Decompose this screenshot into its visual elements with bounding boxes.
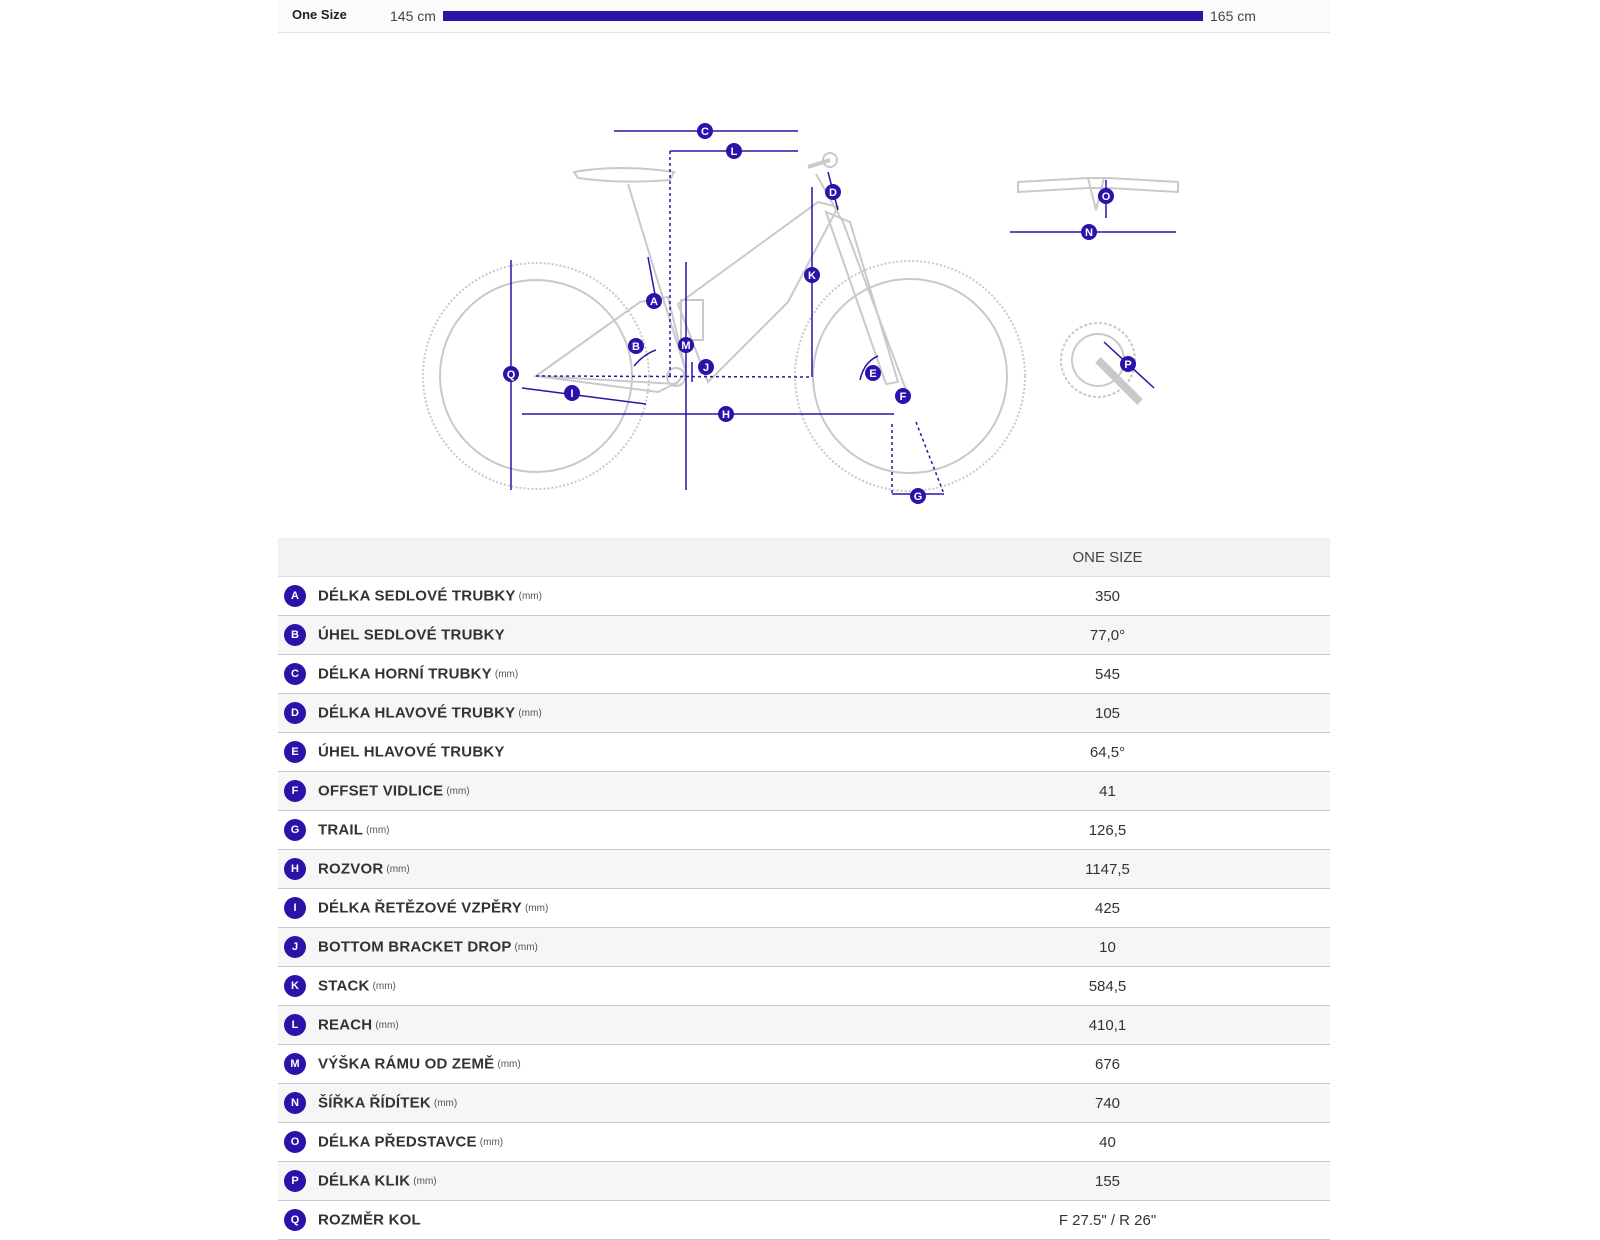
svg-text:F: F [899,391,907,403]
geometry-panel [278,0,1330,503]
table-row [278,1162,1330,1201]
row-value: 425 [885,889,1330,928]
marker-i [564,385,580,401]
row-name: ROZMĚR KOL [318,1211,421,1229]
dim-line-g-right [916,422,944,494]
geometry-table [278,538,1330,1240]
row-name: ÚHEL SEDLOVÉ TRUBKY [318,626,505,644]
row-value: 77,0° [885,616,1330,655]
row-name: VÝŠKA RÁMU OD ZEMĚ [318,1055,495,1073]
row-letter-badge: M [284,1053,306,1075]
svg-text:Q: Q [506,369,516,381]
rear-triangle [536,297,686,384]
row-value: 545 [885,655,1330,694]
marker-q [503,366,519,382]
geometry-table-body [278,577,1330,1240]
row-letter-badge: N [284,1092,306,1114]
svg-text:J: J [702,362,710,374]
size-max-height: 165 cm [1210,8,1256,24]
row-name: DÉLKA ŘETĚZOVÉ VZPĚRY [318,899,522,917]
handlebar-detail [1018,178,1178,192]
row-label [278,1162,885,1201]
row-value: 584,5 [885,967,1330,1006]
row-label [278,967,885,1006]
svg-text:A: A [650,296,658,308]
row-name: OFFSET VIDLICE [318,782,444,800]
table-row [278,772,1330,811]
row-value: F 27.5" / R 26" [885,1201,1330,1240]
table-header-size: ONE SIZE [885,538,1330,577]
svg-text:M: M [681,340,691,352]
row-label [278,1045,885,1084]
row-letter-badge: Q [284,1209,306,1231]
svg-text:P: P [1124,359,1132,371]
row-name: DÉLKA HLAVOVÉ TRUBKY [318,704,516,722]
main-frame [678,202,838,382]
row-label [278,889,885,928]
size-range-fill [443,11,1203,21]
row-unit: (mm) [497,1058,521,1070]
row-unit: (mm) [524,902,549,914]
marker-n [1081,224,1097,240]
row-label [278,655,885,694]
bike-geometry-diagram [278,32,1330,537]
row-value: 40 [885,1123,1330,1162]
row-unit: (mm) [372,980,396,992]
row-name: TRAIL [318,821,364,839]
row-label [278,811,885,850]
table-row [278,928,1330,967]
marker-c [697,123,713,139]
table-row [278,1084,1330,1123]
row-value: 350 [885,577,1330,616]
svg-text:K: K [808,270,816,282]
marker-g [910,488,926,504]
row-letter-badge: H [284,858,306,880]
svg-text:L: L [730,146,738,158]
table-row [278,1006,1330,1045]
row-letter-badge: G [284,819,306,841]
row-unit: (mm) [386,863,410,875]
row-label [278,577,885,616]
row-value: 676 [885,1045,1330,1084]
size-min-height: 145 cm [390,8,436,24]
row-letter-badge: E [284,741,306,763]
row-label [278,928,885,967]
bike-outline [423,153,1178,491]
table-header-row [278,538,1330,577]
marker-l [726,143,742,159]
saddle [574,168,674,182]
size-range-bar [278,0,1330,33]
marker-m [678,337,694,353]
row-value: 41 [885,772,1330,811]
row-letter-badge: I [284,897,306,919]
row-value: 1147,5 [885,850,1330,889]
size-range-track [443,11,1203,21]
marker-a [646,293,662,309]
row-label [278,1084,885,1123]
front-wheel-tire [795,261,1025,491]
svg-text:O: O [1101,191,1111,203]
table-row [278,1045,1330,1084]
dimension-lines [511,131,1176,494]
svg-text:N: N [1085,227,1093,239]
table-row [278,616,1330,655]
row-unit: (mm) [514,941,538,953]
row-label [278,772,885,811]
row-label [278,616,885,655]
row-unit: (mm) [366,824,390,836]
row-name: DÉLKA SEDLOVÉ TRUBKY [318,587,516,605]
row-label [278,1006,885,1045]
front-wheel-rim [813,279,1007,473]
row-unit: (mm) [413,1175,437,1187]
row-name: BOTTOM BRACKET DROP [318,938,512,956]
row-unit: (mm) [479,1136,504,1148]
row-name: REACH [318,1016,373,1034]
dim-line-bb [536,376,812,377]
row-value: 126,5 [885,811,1330,850]
table-row [278,733,1330,772]
row-value: 740 [885,1084,1330,1123]
row-letter-badge: O [284,1131,306,1153]
table-row [278,889,1330,928]
svg-text:C: C [701,126,709,138]
table-row [278,1201,1330,1240]
row-name: ÚHEL HLAVOVÉ TRUBKY [318,743,505,761]
row-label [278,1201,885,1240]
row-value: 64,5° [885,733,1330,772]
marker-f [895,388,911,404]
table-row [278,694,1330,733]
marker-j [698,359,714,375]
row-letter-badge: A [284,585,306,607]
table-row [278,655,1330,694]
marker-h [718,406,734,422]
dim-line-i [522,388,646,404]
row-letter-badge: P [284,1170,306,1192]
row-value: 10 [885,928,1330,967]
row-unit: (mm) [446,785,470,797]
table-row [278,1123,1330,1162]
marker-p [1120,356,1136,372]
fork-stanchion [826,212,898,384]
row-name: ROZVOR [318,860,384,878]
svg-text:G: G [913,491,923,503]
row-label [278,850,885,889]
row-letter-badge: F [284,780,306,802]
row-name: DÉLKA PŘEDSTAVCE [318,1133,477,1151]
fork [816,174,906,390]
table-row [278,967,1330,1006]
table-row [278,577,1330,616]
row-letter-badge: L [284,1014,306,1036]
svg-text:H: H [722,409,730,421]
row-value: 155 [885,1162,1330,1201]
row-letter-badge: B [284,624,306,646]
row-value: 410,1 [885,1006,1330,1045]
row-name: ŠÍŘKA ŘÍDÍTEK [318,1094,431,1112]
row-value: 105 [885,694,1330,733]
row-name: DÉLKA HORNÍ TRUBKY [318,665,492,683]
row-letter-badge: D [284,702,306,724]
marker-o [1098,188,1114,204]
row-unit: (mm) [518,707,542,719]
table-row [278,850,1330,889]
row-name: STACK [318,977,370,995]
row-letter-badge: C [284,663,306,685]
row-label [278,733,885,772]
svg-text:E: E [869,368,877,380]
svg-text:B: B [632,341,640,353]
marker-b [628,338,644,354]
row-name: DÉLKA KLIK [318,1172,411,1190]
row-letter-badge: J [284,936,306,958]
table-header-spacer [278,538,885,577]
chainstay [536,376,678,392]
svg-text:I: I [570,388,574,400]
svg-text:D: D [829,187,837,199]
marker-k [804,267,820,283]
marker-d [825,184,841,200]
row-label [278,1123,885,1162]
table-row [278,811,1330,850]
size-label: One Size [292,7,347,22]
row-unit: (mm) [433,1097,458,1109]
row-label [278,694,885,733]
row-unit: (mm) [375,1019,399,1031]
marker-e [865,365,881,381]
row-unit: (mm) [494,668,519,680]
row-letter-badge: K [284,975,306,997]
row-unit: (mm) [518,590,542,602]
